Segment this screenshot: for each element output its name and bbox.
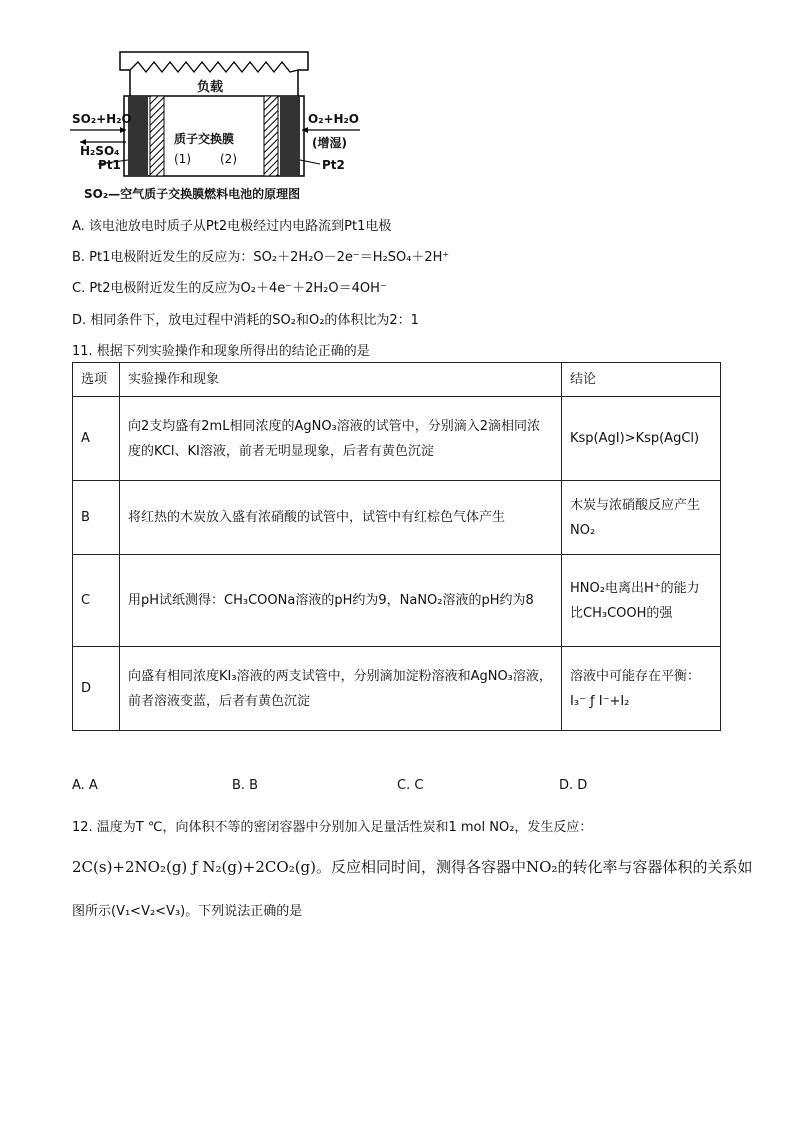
q10-option-b: B. Pt1电极附近发生的反应为：SO₂＋2H₂O－2e⁻＝H₂SO₄＋2H⁺ [72, 250, 450, 265]
q12-line2: 2C(s)+2NO₂(g) ƒ N₂(g)+2CO₂(g)。反应相同时间，测得各容器中NO₂的转化率与容器体积的关系如 [72, 858, 753, 876]
q10-option-c: C. Pt2电极附近发生的反应为O₂＋4e⁻＋2H₂O＝4OH⁻ [72, 281, 387, 296]
q10-option-a: A. 该电池放电时质子从Pt2电极经过内电路流到Pt1电极 [72, 219, 392, 234]
row-option: C [73, 555, 120, 647]
left-output-label: H₂SO₄ [80, 144, 120, 158]
row-operation: 用pH试纸测得：CH₃COONa溶液的pH约为9，NaNO₂溶液的pH约为8 [120, 555, 562, 647]
table-header-row [73, 363, 721, 397]
right-catalyst-layer [264, 96, 278, 176]
header-option: 选项 [73, 363, 120, 397]
row-conclusion: 木炭与浓硝酸反应产生NO₂ [562, 481, 721, 555]
load-label: 负载 [197, 80, 224, 95]
row-option: D [73, 647, 120, 731]
header-conclusion: 结论 [562, 363, 721, 397]
pt1-electrode [128, 96, 148, 176]
region2-label: (2) [220, 152, 237, 166]
q11-choices [72, 778, 732, 798]
pt2-label: Pt2 [322, 158, 345, 172]
table-row [73, 481, 721, 555]
header-operation: 实验操作和现象 [120, 363, 562, 397]
row-operation: 将红热的木炭放入盛有浓硝酸的试管中，试管中有红棕色气体产生 [120, 481, 562, 555]
row-conclusion: 溶液中可能存在平衡：I₃⁻ ƒ I⁻+I₂ [562, 647, 721, 731]
left-catalyst-layer [150, 96, 164, 176]
table-row [73, 647, 721, 731]
load-resistor [130, 62, 298, 72]
table-row [73, 397, 721, 481]
row-operation: 向盛有相同浓度KI₃溶液的两支试管中，分别滴加淀粉溶液和AgNO₃溶液，前者溶液变蓝，后者有黄色沉淀 [120, 647, 562, 731]
region1-label: (1) [174, 152, 191, 166]
row-conclusion: Ksp(AgI)>Ksp(AgCl) [562, 397, 721, 481]
table-row [73, 555, 721, 647]
row-option: B [73, 481, 120, 555]
pt1-label: Pt1 [98, 158, 121, 172]
pt2-electrode [280, 96, 300, 176]
choice-c: C. C [397, 778, 424, 793]
row-operation: 向2支均盛有2mL相同浓度的AgNO₃溶液的试管中，分别滴入2滴相同浓度的KCl、KI溶液，前者无明显现象，后者有黄色沉淀 [120, 397, 562, 481]
fuel-cell-diagram [70, 42, 360, 204]
left-input-label: SO₂+H₂O [72, 112, 132, 126]
membrane-label: 质子交换膜 [174, 132, 235, 146]
choice-a: A. A [72, 778, 98, 793]
diagram-caption: SO₂—空气质子交换膜燃料电池的原理图 [84, 187, 301, 201]
q11-table [72, 362, 721, 731]
q11-stem: 11. 根据下列实验操作和现象所得出的结论正确的是 [72, 344, 370, 359]
q12-line1: 12. 温度为T ℃，向体积不等的密闭容器中分别加入足量活性炭和1 mol NO₂，发生反应： [72, 820, 593, 835]
row-option: A [73, 397, 120, 481]
row-conclusion: HNO₂电离出H⁺的能力比CH₃COOH的强 [562, 555, 721, 647]
right-input-label: O₂+H₂O [308, 112, 360, 126]
choice-d: D. D [559, 778, 588, 793]
right-input-note: (增湿) [312, 136, 347, 150]
choice-b: B. B [232, 778, 259, 793]
q12-line3: 图所示(V₁<V₂<V₃)。下列说法正确的是 [72, 904, 303, 919]
q10-option-d: D. 相同条件下，放电过程中消耗的SO₂和O₂的体积比为2：1 [72, 313, 419, 328]
